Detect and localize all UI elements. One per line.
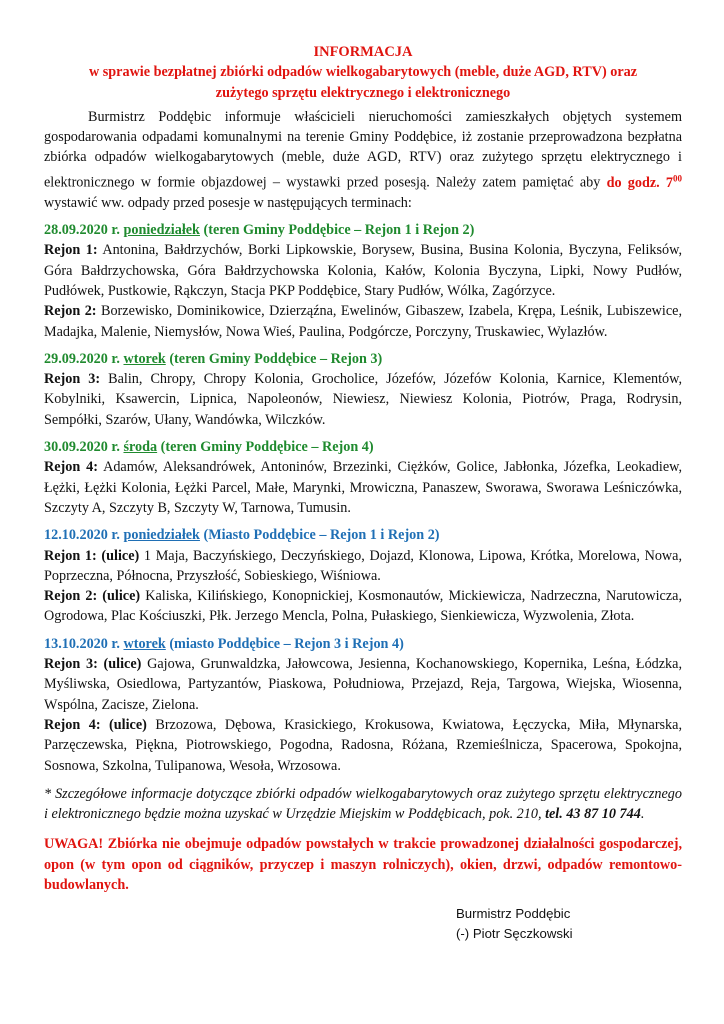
region-label: Rejon 2: xyxy=(44,303,97,320)
schedule-heading xyxy=(44,349,682,369)
region-items: Adamów, Aleksandrówek, Antoninów, Brzezinki, Ciężków, Golice, Jabłonka, Józefka, Leokadiew, Łężki, Łężki Kolonia, Łężki Parcel, Małe, Marynki, Mrowiczna, Panaszew, Sworawa, Sworawa Leśniczówka, Szczyty A, Szczyty B, Szczyty W, Tarnowa, Tumusin. xyxy=(44,459,682,516)
signature-block xyxy=(44,904,682,944)
deadline xyxy=(606,172,683,191)
doc-subtitle-line2: zużytego sprzętu elektrycznego i elektronicznego xyxy=(215,84,511,101)
schedule-heading xyxy=(44,220,682,240)
schedule-area: (teren Gminy Poddębice – Rejon 1 i Rejon 2) xyxy=(203,222,475,239)
schedule-date: 28.09.2020 r. xyxy=(44,222,120,239)
region-label: Rejon 4: xyxy=(44,459,98,476)
region-items: Gajowa, Grunwaldzka, Jałowcowa, Jesienna, Kochanowskiego, Kopernika, Leśna, Łódzka, Myśliwska, Osiedlowa, Partyzantów, Piaskowa, Południowa, Przejazd, Reja, Targowa, Wiejska, Wiosenna, Wspólna, Zacisze, Zielona. xyxy=(44,656,682,713)
signature-name: (-) Piotr Sęczkowski xyxy=(456,926,573,942)
schedule-date: 12.10.2020 r. xyxy=(44,527,120,544)
signature-title: Burmistrz Poddębic xyxy=(456,906,571,922)
warning-text: UWAGA! Zbiórka nie obejmuje odpadów powstałych w trakcie prowadzonej działalności gospodarczej, opon (w tym opon od ciągników, przyczep i maszyn rolniczych), okien, drzwi, odpadów remontowo-budowlanych. xyxy=(44,836,682,894)
note-phone: tel. 43 87 10 744 xyxy=(545,806,641,823)
intro-paragraph xyxy=(44,107,682,213)
region-items: Borzewisko, Dominikowice, Dzierząźna, Ewelinów, Gibaszew, Izabela, Krępa, Leśnik, Lubiszewice, Madajka, Malenie, Niemysłów, Nowa Wieś, Paulina, Podgórcze, Porczyny, Truskawiec, Wylazłów. xyxy=(44,303,682,340)
schedule-heading xyxy=(44,525,682,545)
schedule-date: 13.10.2020 r. xyxy=(44,635,120,652)
schedule-section xyxy=(44,634,682,776)
region-entry xyxy=(44,240,682,301)
intro-text-after: wystawić ww. odpady przed posesje w następujących terminach: xyxy=(44,194,412,211)
note-end: . xyxy=(640,806,645,823)
region-entry xyxy=(44,301,682,342)
region-entry xyxy=(44,654,682,715)
schedule-date: 30.09.2020 r. xyxy=(44,439,120,456)
schedule-section xyxy=(44,437,682,518)
info-note xyxy=(44,784,682,825)
doc-subtitle-line1: w sprawie bezpłatnej zbiórki odpadów wielkogabarytowych (meble, duże AGD, RTV) oraz xyxy=(88,64,638,81)
region-entry xyxy=(44,586,682,627)
schedule-section xyxy=(44,220,682,342)
region-entry xyxy=(44,546,682,587)
region-entry xyxy=(44,457,682,518)
schedule-day: środa xyxy=(123,439,158,456)
deadline-sup: 00 xyxy=(673,172,683,183)
region-items: Antonina, Bałdrzychów, Borki Lipkowskie, Borysew, Busina, Busina Kolonia, Byczyna, Feliksów, Góra Bałdrzychowska, Góra Bałdrzychowska Kolonia, Kałów, Kolonia Byczyna, Lipki, Nowy Pudłów, Pudłówek, Pustkowie, Rąkczyn, Stacja PKP Poddębice, Stary Pudłów, Wólka, Zagórzyce. xyxy=(44,242,682,299)
region-items: 1 Maja, Baczyńskiego, Deczyńskiego, Dojazd, Klonowa, Lipowa, Krótka, Morelowa, Nowa, Poprzeczna, Północna, Przyszłość, Sobieskiego, Wiśniowa. xyxy=(44,547,683,584)
header xyxy=(44,42,682,103)
region-label: Rejon 1: xyxy=(44,242,98,259)
schedule-heading xyxy=(44,634,682,654)
region-label: Rejon 3: xyxy=(44,371,101,388)
region-items: Balin, Chropy, Chropy Kolonia, Grocholice, Józefów, Józefów Kolonia, Karnice, Klementów, Kobylniki, Ksawercin, Lipnica, Napoleonów, Niewiesz, Niewiesz Kolonia, Piotrów, Praga, Rodrysin, Sempółki, Szarów, Ułany, Wandówka, Wilczków. xyxy=(44,371,682,428)
region-label: Rejon 1: (ulice) xyxy=(44,547,140,564)
note-text: * Szczegółowe informacje dotyczące zbiórki odpadów wielkogabarytowych oraz zużytego sprzętu elektrycznego i elektronicznego będzie można uzyskać w Urzędzie Miejskim w Poddębicach, pok. 210, xyxy=(44,785,682,823)
schedule-section xyxy=(44,349,682,430)
schedule-area: (miasto Poddębice – Rejon 3 i Rejon 4) xyxy=(169,635,404,652)
region-items: Brzozowa, Dębowa, Krasickiego, Krokusowa, Kwiatowa, Łęczycka, Miła, Młynarska, Parzęczewska, Piękna, Piotrowskiego, Pogodna, Radosna, Różana, Rzemieślnicza, Spacerowa, Spokojna, Sosnowa, Szkolna, Tulipanowa, Wesoła, Wrzosowa. xyxy=(44,716,682,774)
region-label: Rejon 3: (ulice) xyxy=(44,656,142,673)
schedule-area: (teren Gminy Poddębice – Rejon 4) xyxy=(160,439,374,456)
region-label: Rejon 2: (ulice) xyxy=(44,588,141,605)
schedule-heading xyxy=(44,437,682,457)
schedule-day: wtorek xyxy=(123,635,166,652)
schedule-day: poniedziałek xyxy=(123,527,200,544)
schedule-area: (Miasto Poddębice – Rejon 1 i Rejon 2) xyxy=(203,527,440,544)
region-entry xyxy=(44,369,682,430)
schedule-section xyxy=(44,525,682,626)
deadline-text: do godz. 7 xyxy=(606,174,674,191)
schedule-day: poniedziałek xyxy=(123,222,200,239)
region-label: Rejon 4: (ulice) xyxy=(44,716,147,733)
schedule-area: (teren Gminy Poddębice – Rejon 3) xyxy=(169,350,383,367)
schedule-date: 29.09.2020 r. xyxy=(44,350,120,367)
intro-text: Burmistrz Poddębic informuje właścicieli nieruchomości zamieszkałych objętych systemem gospodarowania odpadami komunalnymi na terenie Gminy Poddębice, iż zostanie przeprowadzona bezpłatna zbiórka odpadów wielkogabarytowych (meble, duże AGD, RTV) oraz zużytego sprzętu elektrycznego i elektronicznego w formie objazdowej – wystawki przed posesją. Należy zatem pamiętać aby xyxy=(44,108,682,191)
region-entry xyxy=(44,715,682,776)
region-items: Kaliska, Kilińskiego, Konopnickiej, Kosmonautów, Mickiewicza, Nadrzeczna, Narutowicza, Ogrodowa, Plac Kościuszki, Płk. Jerzego Mencla, Polna, Pułaskiego, Sienkiewicza, Wyzwolenia, Złota. xyxy=(44,588,682,625)
schedule-day: wtorek xyxy=(123,350,166,367)
doc-title: INFORMACJA xyxy=(313,44,413,60)
